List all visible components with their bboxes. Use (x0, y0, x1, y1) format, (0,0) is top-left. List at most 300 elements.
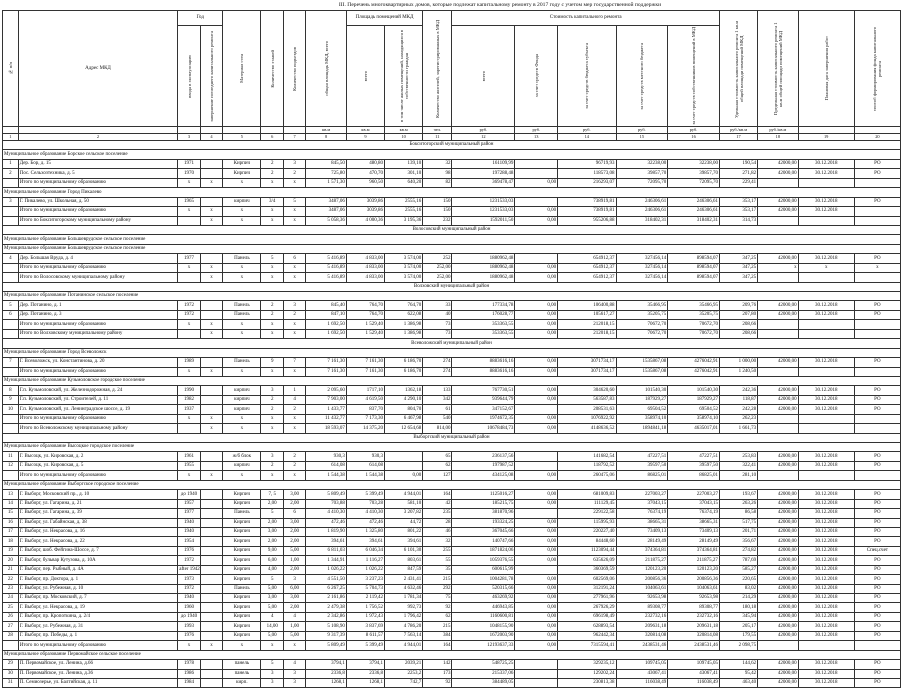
header-max-cost: Предельная стоимость капитального ремонта 1 кв.м общей площади помещений МКД (758, 11, 798, 127)
table-cell: x (178, 207, 200, 216)
table-cell (3, 329, 19, 338)
table-cell: 5,00 (261, 584, 283, 593)
table-cell (3, 207, 19, 216)
table-cell: Дер. Бор, д. 15 (18, 159, 178, 168)
table-cell: 0,00 (385, 471, 423, 480)
municipality-name: Муниципальное образование Первомайское сельское поселение (3, 650, 901, 659)
table-cell: 1059376,55 (452, 556, 515, 565)
table-cell: 1972 (178, 556, 200, 565)
table-cell: 6 811,03 (306, 546, 346, 555)
table-cell: 5 (261, 509, 283, 518)
table-cell: 10678484,73 (452, 424, 515, 433)
table-cell: 1592011,50 (452, 216, 515, 225)
table-cell: 30.12.2018 (798, 527, 854, 536)
table-cell: 1965 (178, 197, 200, 206)
table-cell: 2 098,75 (719, 641, 757, 650)
table-cell: Панель (223, 509, 261, 518)
municipality-header-row (3, 235, 901, 244)
table-cell: 4,00 (261, 565, 283, 574)
header-year-group: Год (178, 11, 223, 26)
table-cell: Итого по муниципальному образованию (18, 367, 178, 376)
municipality-header-row (3, 376, 901, 385)
table-cell: до 1940 (178, 490, 200, 499)
table-cell: 930,3 (346, 452, 384, 461)
table-cell: x (200, 641, 222, 650)
table-cell: 0,00 (515, 575, 558, 584)
table-cell (200, 660, 222, 669)
table-cell: 2555,16 (385, 197, 423, 206)
table-cell: 4 290,10 (385, 395, 423, 404)
table-cell: 1535867,08 (616, 367, 668, 376)
table-cell: Панель (223, 301, 261, 310)
table-cell: РО (854, 490, 900, 499)
table-cell: 1535867,08 (616, 358, 668, 367)
table-cell: 1 756,52 (346, 603, 384, 612)
table-cell: Г. Пикалево, ул. Школьная, д. 50 (18, 197, 178, 206)
total-row (3, 641, 901, 650)
table-cell: 1989 (178, 358, 200, 367)
table-cell (3, 641, 19, 650)
table-cell: Г. Выборг, пр. Московский, д. 7 (18, 594, 178, 603)
table-cell: 6 186,70 (385, 367, 423, 376)
table-cell: 96719,93 (558, 159, 616, 168)
table-cell: x (178, 263, 200, 272)
table-cell: 30.12.2018 (798, 509, 854, 518)
table-cell: x (200, 424, 222, 433)
table-cell: 230813,38 (558, 678, 616, 687)
table-cell: x (261, 178, 283, 187)
table-cell: 30.12.2018 (798, 310, 854, 319)
table-cell: 101540,30 (668, 386, 720, 395)
table-cell: 30.12.2018 (798, 603, 854, 612)
table-cell: 2,00 (283, 499, 305, 508)
header-address: Адрес МКД (18, 11, 178, 127)
table-cell: 187929,27 (668, 395, 720, 404)
table-cell: 205,17 (719, 622, 757, 631)
table-cell: 0,00 (515, 310, 558, 319)
table-cell: 9 317,39 (306, 631, 346, 640)
table-cell: 3487,06 (306, 207, 346, 216)
table-cell: 1940 (178, 518, 200, 527)
table-cell: 111129,45 (558, 499, 616, 508)
table-cell: 1955 (178, 461, 200, 470)
table-cell: 21 (3, 565, 19, 574)
table-cell (200, 527, 222, 536)
table-cell (200, 603, 222, 612)
table-cell: кирп. (223, 678, 261, 687)
table-cell: 837,70 (346, 405, 384, 414)
table-cell: Итого по Бокситогорскому муниципальному району (18, 216, 178, 225)
table-cell: 70672,70 (668, 329, 720, 338)
table-cell: x (283, 273, 305, 282)
table-cell: 30.12.2018 (798, 575, 854, 584)
table-cell: 185215,75 (452, 499, 515, 508)
table-cell: 30.12.2018 (798, 301, 854, 310)
table-cell: 463,40 (719, 678, 757, 687)
unit-cell (200, 127, 222, 134)
table-cell: 86825,01 (616, 471, 668, 480)
table-cell: 0,00 (515, 414, 558, 423)
table-cell: 742,7 (385, 678, 423, 687)
table-cell: Итого по муниципальному образованию (18, 320, 178, 329)
table-cell (3, 471, 19, 480)
unit-cell (3, 127, 19, 134)
table-cell: 30.12.2018 (798, 631, 854, 640)
table-cell: 98 (423, 169, 452, 178)
table-cell: 42000,00 (758, 669, 798, 678)
table-cell: 2 (261, 159, 283, 168)
table-cell: 104063,61 (668, 584, 720, 593)
municipality-header-row (3, 188, 901, 197)
header-residents: Количество жителей, зарегистрированных в МКД (423, 11, 452, 127)
table-cell: 1 325,80 (346, 527, 384, 536)
table-cell: x (178, 367, 200, 376)
table-cell (854, 329, 900, 338)
table-cell: 1961 (178, 452, 200, 461)
table-cell: 381870,96 (452, 509, 515, 518)
table-cell: Итого по муниципальному образованию (18, 207, 178, 216)
table-cell: x (223, 367, 261, 376)
table-cell: 260475,06 (558, 471, 616, 480)
table-cell: x (223, 424, 261, 433)
table-cell: Панель (223, 254, 261, 263)
table-cell: x (200, 216, 222, 225)
table-cell: 42000,00 (758, 612, 798, 621)
table-cell: 2 161,86 (306, 594, 346, 603)
table-cell: 304620,60 (558, 386, 616, 395)
table-cell (200, 594, 222, 603)
table-row (3, 159, 901, 168)
table-cell: 32238,00 (668, 159, 720, 168)
table-cell: x (223, 471, 261, 480)
table-cell: 681009,83 (558, 490, 616, 499)
table-cell: 1871824,06 (452, 546, 515, 555)
table-cell: x (223, 216, 261, 225)
table-cell: 30.12.2018 (798, 197, 854, 206)
table-cell: 3 574,00 (385, 273, 423, 282)
table-cell: 3 (283, 669, 305, 678)
table-row (3, 499, 901, 508)
table-cell: 118573,08 (558, 169, 616, 178)
table-cell: 5,00 (261, 631, 283, 640)
table-cell (385, 452, 423, 461)
table-cell: РО (854, 678, 900, 687)
table-row (3, 452, 901, 461)
table-cell: 1880962,48 (452, 263, 515, 272)
table-cell: 3 (283, 678, 305, 687)
table-cell: 30.12.2018 (798, 565, 854, 574)
table-cell: 1880962,48 (452, 273, 515, 282)
table-cell: РО (854, 169, 900, 178)
table-cell: Г. Выборг, ул. Некрасова, д. 16 (18, 527, 178, 536)
table-cell: РО (854, 565, 900, 574)
table-cell (758, 641, 798, 650)
table-cell: 8 611,57 (346, 631, 384, 640)
table-cell: 292 (423, 584, 452, 593)
table-cell: 42000,00 (758, 197, 798, 206)
table-cell: П. Первомайское, ул. Ленина, д.36 (18, 669, 178, 678)
table-cell: 209,76 (719, 301, 757, 310)
table-cell: 2,00 (261, 537, 283, 546)
district-header-row (3, 282, 901, 291)
table-cell: Г. Выборг, ул. Некрасова, д. 19 (18, 603, 178, 612)
table-cell: 197288,48 (452, 169, 515, 178)
table-cell: x (283, 263, 305, 272)
table-cell (758, 329, 798, 338)
table-cell (3, 216, 19, 225)
table-cell: 581,10 (385, 499, 423, 508)
table-cell: 14,00 (261, 622, 283, 631)
total-row (3, 414, 901, 423)
table-cell: 89308,77 (668, 603, 720, 612)
table-cell: 42000,00 (758, 169, 798, 178)
table-cell: 2438531,46 (616, 641, 668, 650)
table-cell: 2 (3, 169, 19, 178)
table-cell: 242,36 (719, 386, 757, 395)
table-cell: 4148636,52 (558, 424, 616, 433)
table-cell: 4 000,36 (346, 216, 384, 225)
table-cell: 7 563,14 (385, 631, 423, 640)
table-cell: 1 386,98 (385, 320, 423, 329)
table-cell: РО (854, 603, 900, 612)
table-cell: Итого по Всеволожскому муниципальному району (18, 424, 178, 433)
table-cell: 394,61 (346, 537, 384, 546)
table-cell: 4 (3, 254, 19, 263)
table-cell: 1 661,73 (719, 424, 757, 433)
table-cell (758, 414, 798, 423)
table-cell: 356,67 (719, 537, 757, 546)
table-cell: 1 000,00 (719, 358, 757, 367)
table-cell: 0,00 (515, 546, 558, 555)
table-cell: 520315,66 (452, 584, 515, 593)
table-cell (758, 471, 798, 480)
table-cell: 42000,00 (758, 556, 798, 565)
table-cell: 5 809,49 (306, 641, 346, 650)
table-cell: 274,82 (719, 546, 757, 555)
table-cell: 30 (3, 669, 19, 678)
table-cell: 3039,86 (346, 207, 384, 216)
table-cell: x (283, 216, 305, 225)
table-cell: 6 467,98 (385, 414, 423, 423)
table-cell: 30.12.2018 (798, 452, 854, 461)
column-number-cell: 4 (200, 134, 222, 141)
table-cell: 246306,61 (668, 207, 720, 216)
table-cell: 1 529,40 (346, 329, 384, 338)
column-number-cell: 6 (261, 134, 283, 141)
table-cell: 1 240,50 (719, 367, 757, 376)
table-cell: 4276042,91 (668, 358, 720, 367)
table-cell: Кирпич (223, 594, 261, 603)
table-cell: 209631,18 (668, 622, 720, 631)
column-number-cell: 5 (223, 134, 261, 141)
table-cell: 384 (423, 631, 452, 640)
table-cell: x (200, 329, 222, 338)
table-cell: x (261, 414, 283, 423)
table-cell (798, 471, 854, 480)
table-cell (178, 216, 200, 225)
total-row (3, 320, 901, 329)
table-cell: 360369,59 (558, 565, 616, 574)
table-cell: 0,00 (515, 273, 558, 282)
table-cell: 7 (283, 358, 305, 367)
table-cell: РО (854, 660, 900, 669)
column-number-cell: 19 (798, 134, 854, 141)
table-cell: 271,82 (719, 169, 757, 178)
table-cell: РО (854, 386, 900, 395)
table-cell: 347,25 (719, 273, 757, 282)
table-cell: 1,00 (283, 556, 305, 565)
registry-table (2, 10, 901, 688)
header-cost-group: Стоимость капитального ремонта (452, 11, 719, 26)
table-cell: РО (854, 556, 900, 565)
table-cell: кирпич (223, 386, 261, 395)
table-cell: 1717,10 (346, 386, 384, 395)
table-cell: 105617,27 (558, 310, 616, 319)
table-cell: 72095,70 (668, 178, 720, 187)
table-body (3, 141, 901, 688)
table-cell: 0,00 (515, 301, 558, 310)
table-cell (758, 216, 798, 225)
table-cell: 0,00 (515, 320, 558, 329)
table-cell: 3 207,82 (385, 509, 423, 518)
table-cell: РО (854, 612, 900, 621)
table-cell: 384489,05 (452, 678, 515, 687)
header-total-area: общая площадь МКД, всего (306, 11, 346, 127)
municipality-header-row (3, 244, 901, 253)
table-cell: Дер. Потанино, д. 1 (18, 301, 178, 310)
table-cell (200, 405, 222, 414)
table-cell: РО (854, 254, 900, 263)
table-cell: РО (854, 461, 900, 470)
table-cell (854, 367, 900, 376)
table-cell: x (261, 367, 283, 376)
table-cell: 6 046,34 (346, 546, 384, 555)
column-number-cell: 20 (854, 134, 900, 141)
table-cell: 208,66 (719, 329, 757, 338)
table-cell: 3794,1 (306, 660, 346, 669)
table-cell: 3794,1 (346, 660, 384, 669)
table-cell: 0,00 (515, 263, 558, 272)
table-cell (178, 329, 200, 338)
table-cell: 106400,88 (558, 301, 616, 310)
table-cell: 201,71 (719, 527, 757, 536)
column-number-cell: 11 (423, 134, 452, 141)
table-cell: 4 (261, 612, 283, 621)
table-cell: 725,80 (306, 169, 346, 178)
table-cell: 30.12.2018 (798, 490, 854, 499)
table-cell: 32 (423, 159, 452, 168)
table-cell: 1 026,22 (306, 565, 346, 574)
table-cell: 212018,15 (558, 320, 616, 329)
table-cell: 2 (261, 310, 283, 319)
table-cell: 6,00 (283, 584, 305, 593)
table-cell: 42000,00 (758, 499, 798, 508)
table-cell: 2,00 (261, 518, 283, 527)
table-cell: 30.12.2018 (798, 159, 854, 168)
table-cell: 70672,70 (616, 320, 668, 329)
table-cell: 190,54 (719, 159, 757, 168)
municipality-header-row (3, 480, 901, 489)
table-cell: 898594,07 (668, 254, 720, 263)
table-cell: 2,00 (283, 527, 305, 536)
table-row (3, 669, 901, 678)
table-cell: 30.12.2018 (798, 254, 854, 263)
table-cell: x (200, 367, 222, 376)
table-cell: 127 (423, 471, 452, 480)
table-row (3, 490, 901, 499)
table-cell: 322,41 (719, 461, 757, 470)
table-cell: 4 410,30 (306, 509, 346, 518)
table-cell (515, 461, 558, 470)
table-cell: 20 (3, 556, 19, 565)
table-cell (3, 424, 19, 433)
table-cell: 65 (423, 452, 452, 461)
table-cell: 55 (423, 556, 452, 565)
table-cell: 38665,31 (616, 518, 668, 527)
table-cell: 446943,85 (452, 603, 515, 612)
table-cell: 235 (423, 509, 452, 518)
table-cell: 46 (423, 527, 452, 536)
table-cell: РО (854, 631, 900, 640)
table-cell (854, 641, 900, 650)
table-cell: 42000,00 (758, 631, 798, 640)
table-cell: 0,00 (515, 631, 558, 640)
table-cell: 73 (423, 320, 452, 329)
table-cell: 29 (3, 660, 19, 669)
column-number-cell: 18 (758, 134, 798, 141)
table-cell: 30.12.2018 (798, 499, 854, 508)
table-cell: 2 479,38 (306, 603, 346, 612)
table-cell (3, 178, 19, 187)
table-cell: 281,10 (719, 471, 757, 480)
table-cell (200, 518, 222, 527)
table-cell: x (283, 320, 305, 329)
table-cell: 42000,00 (758, 254, 798, 263)
table-cell: 1986 (178, 669, 200, 678)
table-cell: 118792,52 (558, 461, 616, 470)
district-name: Всеволожский муниципальный район (3, 339, 901, 348)
table-cell (515, 678, 558, 687)
table-cell: 6,00 (261, 556, 283, 565)
table-cell: 5,00 (283, 546, 305, 555)
table-cell: Кирпич (223, 631, 261, 640)
table-cell: 6 (283, 254, 305, 263)
table-cell: 1970 (178, 169, 200, 178)
table-cell: 3 (261, 669, 283, 678)
unit-cell: руб. (452, 127, 515, 134)
table-row (3, 678, 901, 687)
table-cell: 1 972,43 (346, 612, 384, 621)
table-cell (200, 565, 222, 574)
table-cell: 42000,00 (758, 461, 798, 470)
unit-cell (283, 127, 305, 134)
table-cell: Кирпич (223, 537, 261, 546)
header-deadline: Плановая дата завершения работ (798, 11, 854, 127)
table-cell: 463269,92 (452, 594, 515, 603)
table-cell: РО (854, 395, 900, 404)
table-cell: 42000,00 (758, 594, 798, 603)
table-cell: 32238,00 (616, 159, 668, 168)
table-cell: Кирпич (223, 556, 261, 565)
table-cell: 0,00 (515, 499, 558, 508)
table-cell: 2 (261, 395, 283, 404)
table-cell: Г. Всеволожск, ул. Константинова, д. 20 (18, 358, 178, 367)
table-cell: 2039,21 (385, 660, 423, 669)
header-cost-fund: за счет средств Фонда (515, 26, 558, 127)
table-cell: 1984 (178, 678, 200, 687)
table-cell: 30.12.2018 (798, 612, 854, 621)
table-cell: 4 619,50 (346, 395, 384, 404)
